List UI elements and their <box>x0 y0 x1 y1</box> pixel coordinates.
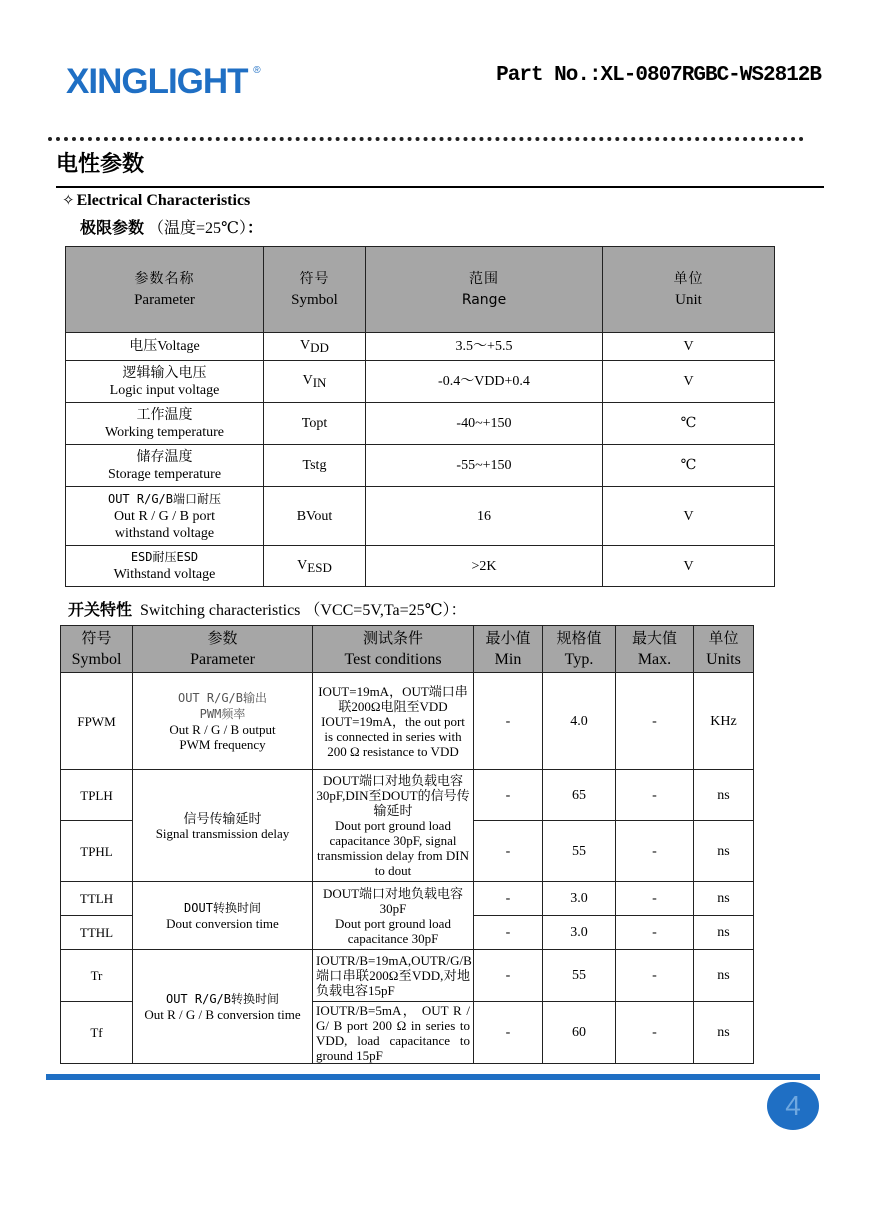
typ-cell: 3.0 <box>543 882 616 916</box>
header-parameter: 参数 Parameter <box>133 626 313 673</box>
max-cell: - <box>616 1002 694 1064</box>
table-row <box>66 403 775 445</box>
condition-cell: IOUT=19mA，OUT端口串联200Ω电阻至VDD IOUT=19mA，the out port is connected in series with 200 Ω resistance to VDD <box>313 673 474 770</box>
table-row <box>66 487 775 546</box>
section-title: 电性参数 <box>56 152 145 177</box>
unit-cell: V <box>603 546 775 587</box>
switch-subtitle: Switching characteristics <box>140 602 301 619</box>
symbol-cell: $V_{ESD}$ <box>264 546 366 587</box>
limit-heading <box>80 215 263 238</box>
table-row <box>66 445 775 487</box>
table-row <box>61 770 754 821</box>
table-row <box>66 546 775 587</box>
typ-cell: 4.0 <box>543 673 616 770</box>
param-cell: ESD耐压ESD Withstand voltage <box>66 546 264 587</box>
max-cell: - <box>616 882 694 916</box>
condition-cell: DOUT端口对地负载电容30pF,DIN至DOUT的信号传输延时 Dout port ground load capacitance 30pF, signal transmission delay from DIN to dout <box>313 770 474 882</box>
unit-cell: ns <box>694 882 754 916</box>
symbol-cell: Topt <box>264 403 366 445</box>
condition-cell: IOUTR/B=5mA， OUT R / G/ B port 200 Ω in series to VDD, load capacitance to ground 15pF <box>313 1002 474 1064</box>
table-header-row <box>66 247 775 333</box>
header-max: 最大值 Max. <box>616 626 694 673</box>
typ-cell: 55 <box>543 950 616 1002</box>
dotted-divider <box>48 137 804 141</box>
footer-bar <box>46 1074 820 1080</box>
unit-cell: KHz <box>694 673 754 770</box>
min-cell: - <box>474 882 543 916</box>
max-cell: - <box>616 821 694 882</box>
max-cell: - <box>616 916 694 950</box>
diamond-star-icon: ✧ <box>62 193 75 209</box>
min-cell: - <box>474 770 543 821</box>
unit-cell: ns <box>694 916 754 950</box>
switch-title: 开关特性 <box>68 600 133 619</box>
range-cell: -0.4～VDD+0.4 <box>366 361 603 403</box>
symbol-cell: Tstg <box>264 445 366 487</box>
min-cell: - <box>474 916 543 950</box>
logo-text: XINGLIGHT <box>66 62 248 101</box>
switching-characteristics-table <box>60 625 754 1064</box>
registered-mark: ® <box>253 65 260 76</box>
part-number: Part No.:XL-0807RGBC-WS2812B <box>496 64 821 87</box>
switch-heading <box>68 597 467 620</box>
typ-cell: 55 <box>543 821 616 882</box>
unit-cell: ns <box>694 950 754 1002</box>
condition-cell: IOUTR/B=19mA,OUTR/G/B端口串联200Ω至VDD,对地负载电容15pF <box>313 950 474 1002</box>
unit-cell: V <box>603 361 775 403</box>
page-number-badge: 4 <box>767 1082 819 1130</box>
param-cell: DOUT转换时间 Dout conversion time <box>133 882 313 950</box>
header-test-conditions: 测试条件 Test conditions <box>313 626 474 673</box>
param-cell: 电压Voltage <box>66 333 264 361</box>
unit-cell: ℃ <box>603 445 775 487</box>
symbol-cell: BVout <box>264 487 366 546</box>
max-cell: - <box>616 950 694 1002</box>
limit-colon: ： <box>246 218 263 237</box>
range-cell: 3.5～+5.5 <box>366 333 603 361</box>
unit-cell: ns <box>694 1002 754 1064</box>
symbol-cell: TTHL <box>61 916 133 950</box>
typ-cell: 65 <box>543 770 616 821</box>
table-row <box>66 361 775 403</box>
header-min: 最小值 Min <box>474 626 543 673</box>
param-cell: 逻辑输入电压 Logic input voltage <box>66 361 264 403</box>
unit-cell: V <box>603 333 775 361</box>
unit-cell: ns <box>694 770 754 821</box>
max-cell: - <box>616 673 694 770</box>
max-cell: - <box>616 770 694 821</box>
range-cell: -55~+150 <box>366 445 603 487</box>
unit-cell: ns <box>694 821 754 882</box>
param-cell: OUT R/G/B输出 PWM频率 Out R / G / B output PWM frequency <box>133 673 313 770</box>
subtitle-electrical <box>62 191 250 210</box>
param-cell: 储存温度 Storage temperature <box>66 445 264 487</box>
header-symbol: 符号 Symbol <box>264 247 366 333</box>
symbol-cell: $V_{IN}$ <box>264 361 366 403</box>
condition-cell: DOUT端口对地负载电容30pF Dout port ground load capacitance 30pF <box>313 882 474 950</box>
table-row <box>61 882 754 916</box>
header-parameter: 参数名称 Parameter <box>66 247 264 333</box>
table-row <box>61 673 754 770</box>
range-cell: >2K <box>366 546 603 587</box>
typ-cell: 3.0 <box>543 916 616 950</box>
unit-cell: ℃ <box>603 403 775 445</box>
table-header-row <box>61 626 754 673</box>
range-cell: 16 <box>366 487 603 546</box>
symbol-cell: $V_{DD}$ <box>264 333 366 361</box>
symbol-cell: Tf <box>61 1002 133 1064</box>
symbol-cell: TPLH <box>61 770 133 821</box>
header-typ: 规格值 Typ. <box>543 626 616 673</box>
param-cell: 信号传输延时 Signal transmission delay <box>133 770 313 882</box>
param-cell: 工作温度 Working temperature <box>66 403 264 445</box>
limit-parameters-table <box>65 246 775 587</box>
min-cell: - <box>474 950 543 1002</box>
subtitle-text: Electrical Characteristics <box>76 192 251 209</box>
min-cell: - <box>474 673 543 770</box>
symbol-cell: TTLH <box>61 882 133 916</box>
symbol-cell: Tr <box>61 950 133 1002</box>
min-cell: - <box>474 821 543 882</box>
param-cell: OUT R/G/B转换时间 Out R / G / B conversion time <box>133 950 313 1064</box>
switch-condition: （VCC=5V,Ta=25℃）： <box>304 602 467 619</box>
symbol-cell: FPWM <box>61 673 133 770</box>
range-cell: -40~+150 <box>366 403 603 445</box>
header-units: 单位 Units <box>694 626 754 673</box>
header-symbol: 符号 Symbol <box>61 626 133 673</box>
unit-cell: V <box>603 487 775 546</box>
param-cell: OUT R/G/B端口耐压 Out R / G / B port withstand voltage <box>66 487 264 546</box>
limit-condition: （温度=25℃） <box>148 220 247 237</box>
solid-divider <box>56 186 824 188</box>
symbol-cell: TPHL <box>61 821 133 882</box>
limit-title: 极限参数 <box>80 218 145 237</box>
table-row <box>66 333 775 361</box>
table-row <box>61 950 754 1002</box>
min-cell: - <box>474 1002 543 1064</box>
header-range: 范围 Range <box>366 247 603 333</box>
header-unit: 单位 Unit <box>603 247 775 333</box>
brand-logo <box>66 62 260 101</box>
typ-cell: 60 <box>543 1002 616 1064</box>
